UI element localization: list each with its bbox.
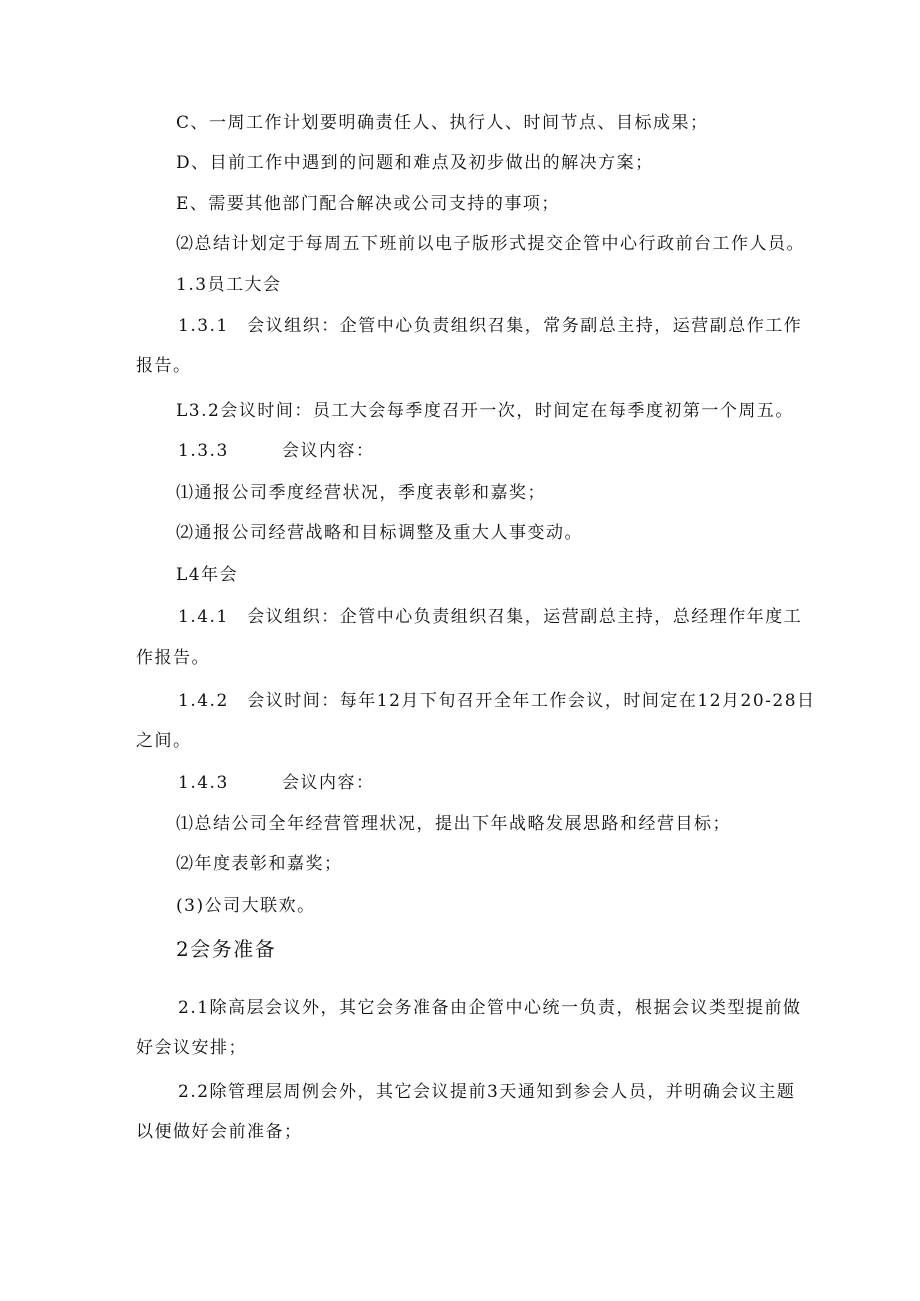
item-number: 1.4.3 bbox=[178, 773, 229, 793]
numbered-item bbox=[178, 772, 375, 794]
section-heading: L4年会 bbox=[176, 565, 239, 585]
item-title: 会议内容： bbox=[282, 773, 375, 793]
paragraph-line: 2.2除管理层周例会外，其它会议提前3天通知到参会人员，并明确会议主题 bbox=[178, 1082, 796, 1102]
paragraph-line: L3.2会议时间：员工大会每季度召开一次，时间定在每季度初第一个周五。 bbox=[176, 401, 794, 421]
paragraph-line: E、需要其他部门配合解决或公司支持的事项； bbox=[176, 194, 560, 214]
paragraph-line: ⑴通报公司季度经营状况，季度表彰和嘉奖； bbox=[176, 483, 546, 503]
paragraph-line: 好会议安排； bbox=[136, 1038, 247, 1058]
paragraph-line: D、目前工作中遇到的问题和难点及初步做出的解决方案； bbox=[176, 153, 654, 173]
paragraph-line: 1.4.1 会议组织：企管中心负责组织召集，运营副总主持，总经理作年度工 bbox=[178, 607, 803, 627]
paragraph-line: 1.3.1 会议组织：企管中心负责组织召集，常务副总主持，运营副总作工作 bbox=[178, 316, 803, 336]
paragraph-line: 之间。 bbox=[136, 731, 192, 751]
paragraph-line: ⑵总结计划定于每周五下班前以电子版形式提交企管中心行政前台工作人员。 bbox=[176, 234, 805, 254]
item-number: 1.3.3 bbox=[178, 441, 229, 461]
item-title: 会议内容： bbox=[282, 441, 375, 461]
paragraph-line: ⑴总结公司全年经营管理状况，提出下年战略发展思路和经营目标； bbox=[176, 814, 731, 834]
paragraph-line: 以便做好会前准备； bbox=[136, 1122, 303, 1142]
chapter-heading: 2会务准备 bbox=[176, 937, 277, 961]
paragraph-line: 2.1除高层会议外，其它会务准备由企管中心统一负责，根据会议类型提前做 bbox=[178, 998, 802, 1018]
paragraph-line: ⑵通报公司经营战略和目标调整及重大人事变动。 bbox=[176, 523, 583, 543]
paragraph-line: 1.4.2 会议时间：每年12月下旬召开全年工作会议，时间定在12月20-28日 bbox=[178, 691, 816, 711]
numbered-item bbox=[178, 440, 375, 462]
paragraph-line: (3)公司大联欢。 bbox=[176, 896, 316, 916]
section-heading: 1.3员工大会 bbox=[176, 275, 282, 295]
paragraph-line: 报告。 bbox=[136, 356, 192, 376]
paragraph-line: C、一周工作计划要明确责任人、执行人、时间节点、目标成果； bbox=[176, 113, 709, 133]
paragraph-line: 作报告。 bbox=[136, 648, 210, 668]
paragraph-line: ⑵年度表彰和嘉奖； bbox=[176, 854, 343, 874]
